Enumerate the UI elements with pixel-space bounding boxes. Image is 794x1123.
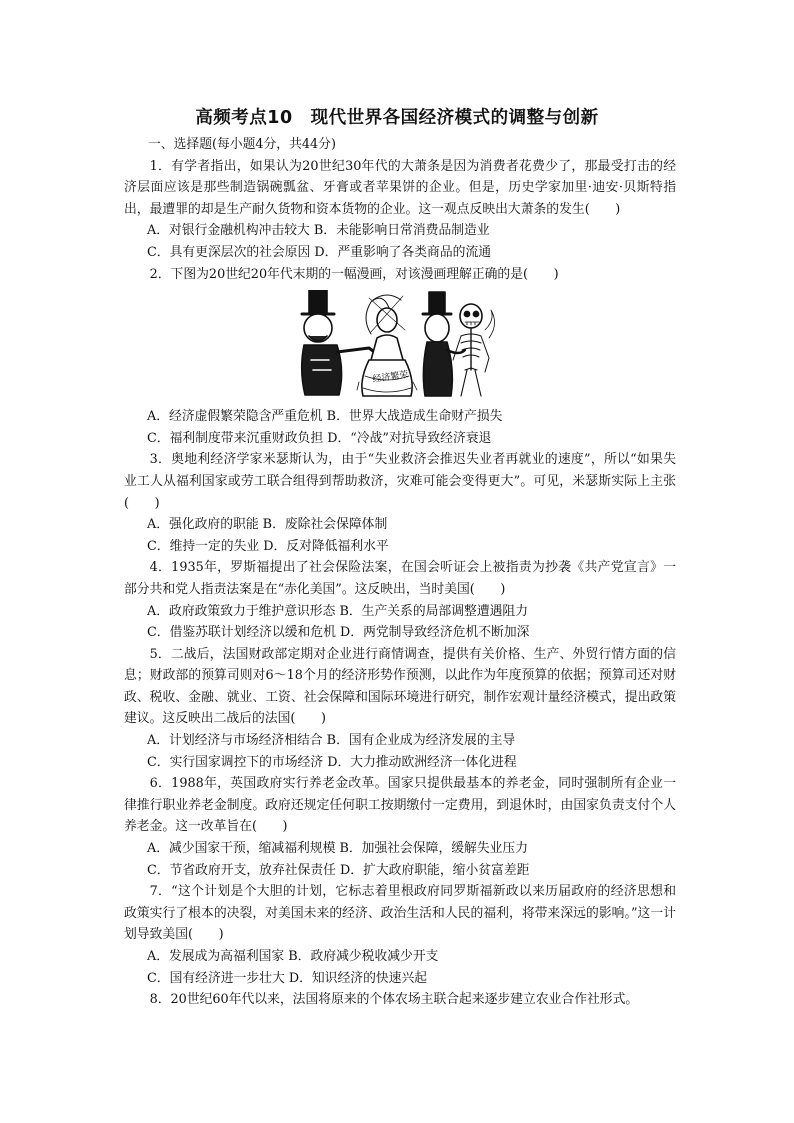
question-6-options-cd: C．节省政府开支，放弃社保责任 D．扩大政府职能，缩小贫富差距 [147, 862, 530, 878]
question-2-options-cd: C．福利制度带来沉重财政负担 D．“冷战”对抗导致经济衰退 [147, 430, 492, 446]
question-7-options-ab: A．发展成为高福利国家 B．政府减少税收减少开支 [147, 949, 439, 964]
question-1-options-ab: A．对银行金融机构冲击较大 B．未能影响日常消费品制造业 [147, 223, 490, 239]
question-2-stem: 2．下图为20世纪20年代末期的一幅漫画，对该漫画理解正确的是( ) [149, 266, 559, 282]
top-hat-right [429, 292, 445, 314]
section-heading: 一、选择题(每小题4分，共44分) [148, 137, 336, 152]
question-list [124, 134, 676, 1011]
question-6-stem: 6．1988年，英国政府实行养老金改革。国家只提供最基本的养老金，同时强制所有企业一律推行职业养老金制度。政府还规定任何职工按期缴付一定费用，到退休时，由国家负责支付个人养老金。这一改革旨在( ) [124, 776, 676, 835]
question-4-options-cd: C．借鉴苏联计划经济以缓和危机 D．两党制导致经济危机不断加深 [147, 625, 530, 641]
question-5-options-ab: A．计划经济与市场经济相结合 B．国有企业成为经济发展的主导 [147, 733, 516, 749]
question-4-options-ab: A．政府政策致力于维护意识形态 B．生产关系的局部调整遭遇阻力 [147, 603, 529, 619]
question-2-options-ab: A．经济虚假繁荣隐含严重危机 B．世界大战造成生命财产损失 [147, 409, 503, 425]
question-6-options-ab: A．减少国家干预，缩减福利规模 B．加强社会保障，缓解失业压力 [147, 841, 529, 857]
question-7-stem: 7．“这个计划是个大胆的计划，它标志着里根政府同罗斯福新政以来历届政府的经济思想和政策实行了根本的决裂，对美国未来的经济、政治生活和人民的福利，将带来深远的影响。”这一计划导致美国( ) [124, 884, 676, 943]
page-title: 高频考点10 现代世界各国经济模式的调整与创新 [195, 108, 599, 128]
cartoon-caption: 经济繁荣 [372, 370, 410, 386]
question-5-options-cd: C．实行国家调控下的市场经济 D．大力推动欧洲经济一体化进程 [147, 754, 517, 770]
question-3-options-cd: C．维持一定的失业 D．反对降低福利水平 [147, 538, 389, 554]
question-1-stem: 1．有学者指出，如果认为20世纪30年代的大萧条是因为消费者花费少了，那最受打击的经济层面应该是那些制造锅碗瓢盆、牙膏或者苹果饼的企业。但是，历史学家加里·迪安·贝斯特指出，最遭罪的却是生产耐久货物和资本货物的企业。这一观点反映出大萧条的发生( ) [124, 158, 676, 217]
question-5-stem: 5．二战后，法国财政部定期对企业进行商情调查，提供有关价格、生产、外贸行情方面的信息；财政部的预算司则对6～18个月的经济形势作预测，以此作为年度预算的依据；预算司还对财政、税收、金融、就业、工资、社会保障和国际环境进行研究，制作宏观计量经济模式，提出政策建议。这反映出二战后的法国( ) [124, 646, 676, 727]
top-hat-left [309, 290, 327, 314]
question-3-stem: 3．奥地利经济学家米瑟斯认为，由于“失业救济会推迟失业者再就业的速度”，所以“如果失业工人从福利国家或劳工联合组得到帮助救济，灾难可能会变得更大”。可见，米瑟斯实际上主张( ) [124, 452, 676, 511]
question-1-options-cd: C．具有更深层次的社会原因 D．严重影响了各类商品的流通 [147, 244, 492, 260]
question-8-stem: 8．20世纪60年代以来，法国将原来的个体农场主联合起来逐步建立农业合作社形式。 [149, 992, 639, 1008]
cartoon-figure [124, 290, 676, 402]
question-4-stem: 4．1935年，罗斯福提出了社会保险法案，在国会听证会上被指责为抄袭《共产党宣言》一部分共和党人指责法案是在“赤化美国”。这反映出，当时美国( ) [124, 560, 676, 597]
question-3-options-ab: A．强化政府的职能 B．废除社会保障体制 [147, 517, 388, 533]
question-7-options-cd: C．国有经济进一步壮大 D．知识经济的快速兴起 [147, 970, 428, 986]
cartoon-image [299, 290, 499, 402]
